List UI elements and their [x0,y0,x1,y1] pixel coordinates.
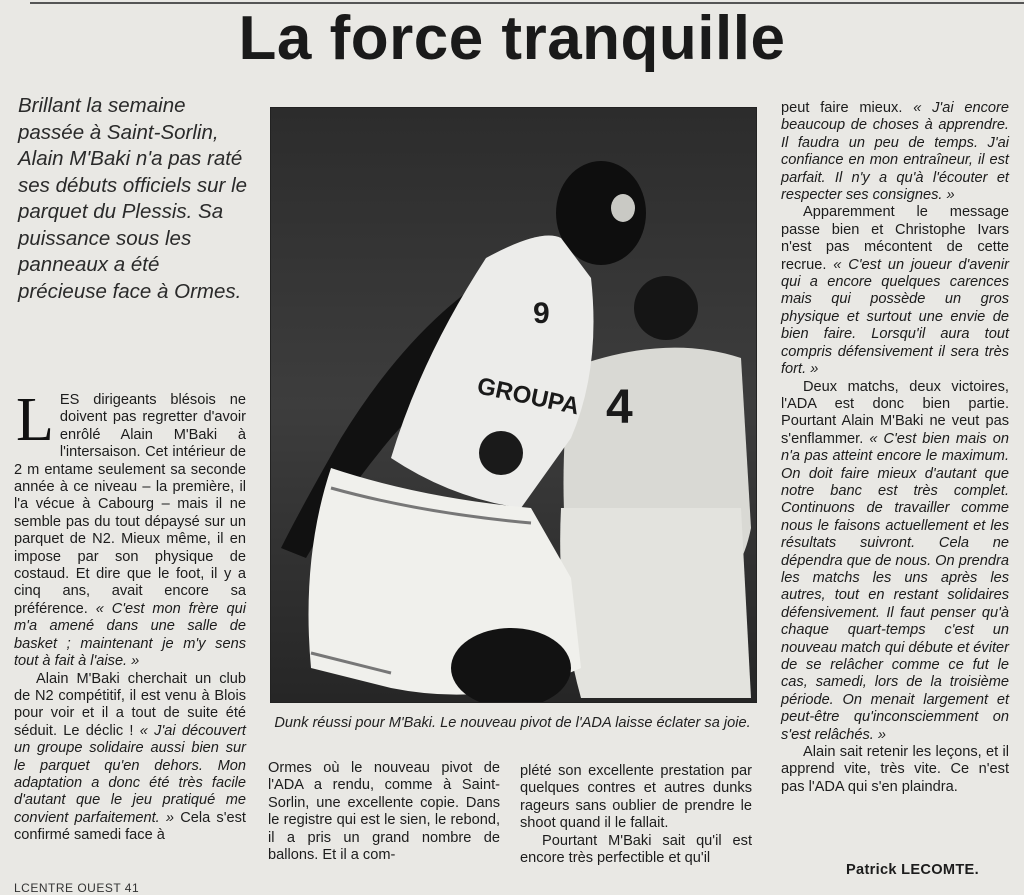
article-paragraph: Alain sait retenir les leçons, et il apprend vite, très vite. Ce n'est pas l'ADA qui s'en plaindra. [781,744,1009,795]
article-paragraph: Pourtant M'Baki sait qu'il est encore très perfectible et qu'il [520,832,752,867]
article-paragraph [781,100,1009,204]
quote-text: « C'est bien mais on n'a pas atteint encore le maximum. On doit faire mieux d'autant que notre banc est très complet. Continuons de travailler comme nous le faisons actuellement et les résultats suivront. Cela ne dépendra que de nous. On prendra les matchs les uns après les autres, tout en restant solidaires défensivement. Il faut penser qu'à chaque quart-temps c'est un nouveau match qui débute et éviter de se relâcher comme ce fut le cas, samedi, lors de la troisième période. On menait largement et peut-être qu'inconsciemment on s'est relâchés. » [781,430,1010,743]
author-byline: Patrick LECOMTE. [846,862,979,878]
page-footer: LCENTRE OUEST 41 [14,881,140,895]
paragraph-text: Apparemment le message passe bien et Christophe Ivars n'est pas mécontent de cette recrue. [781,204,1009,273]
quote-text: « C'est un joueur d'avenir qui a encore quelques carences mais qui possède un gros physique et surtout une envie de bien faire. Lorsqu'il aura tout compris défensivement il sera très fort. » [781,256,1009,378]
quote-text: « J'ai encore beaucoup de choses à apprendre. Il faudra un peu de temps. J'ai confiance en mon entraîneur, il est parfait. Il n'y a qu'à l'écouter et respecter ses consignes. » [781,100,1009,204]
player-mouth [611,194,635,222]
article-paragraph: plété son excellente prestation par quelques contres et autres dunks rageurs sans oublier de prendre le shoot quand il le fallait. [520,763,752,832]
jersey-logo [479,431,523,475]
paragraph-text: Cela s'est confirmé samedi face à [14,809,246,844]
article-paragraph: Ormes où le nouveau pivot de l'ADA a rendu, comme à Saint-Sorlin, une excellente copie. Dans le registre qui est le sien, le rebond, il a pris un grand nombre de ballons. Et il a com- [268,760,500,864]
back-jersey-number: 4 [606,381,633,434]
article-paragraph [14,386,246,671]
article-paragraph [781,379,1009,745]
paragraph-text: ES dirigeants blésois ne doivent pas regretter d'avoir enrôlé Alain M'Baki à l'intersaison. Cet intérieur de 2 m entame seulement sa seconde année à ce niveau – la première, il l'a vécue à Cabourg – mais il ne semble pas du tout dépaysé sur un parquet de N2. Mieux même, il en impose par son physique de costaud. Et dire que le foot, il y a cinq ans, avait encore sa préférence. [14,392,246,617]
back-player-head [634,276,698,340]
quote-text: « J'ai découvert un groupe solidaire aussi bien sur le parquet qu'en dehors. Mon adaptation a donc été très facile d'autant que le jeu pratiqué me convient parfaitement. » [14,722,246,826]
quote-text: « C'est mon frère qui m'a amené dans une salle de basket ; maintenant je m'y sens tout à fait à l'aise. » [14,600,246,670]
basketball-photo [270,107,757,703]
photo-illustration [271,108,756,702]
paragraph-text: peut faire mieux. [781,100,914,116]
back-player-shorts [560,508,751,698]
headline: La force tranquille [238,4,786,73]
photo-caption: Dunk réussi pour M'Baki. Le nouveau pivot de l'ADA laisse éclater sa joie. [274,715,751,731]
article-column-2 [268,760,500,864]
jersey-sponsor-text: GROUPA [474,372,582,421]
paragraph-text: Deux matchs, deux victoires, l'ADA est donc bien partie. Pourtant Alain M'Baki ne veut pas s'enflammer. [781,378,1009,447]
article-column-3 [520,763,752,867]
front-jersey-number: 9 [533,297,550,330]
lede-paragraph: Brillant la semaine passée à Saint-Sorlin, Alain M'Baki n'a pas raté ses débuts officiels sur le parquet du Plessis. Sa puissance sous les panneaux a été précieuse face à Ormes. [18,94,248,303]
article-paragraph [14,671,246,845]
article-column-4 [781,100,1009,796]
drop-cap: L [16,386,54,454]
paragraph-text: Alain M'Baki cherchait un club de N2 compétitif, il est venu à Blois pour voir et il a tout de suite été séduit. Le déclic ! [14,670,246,739]
article-column-1 [14,386,246,845]
article-paragraph [781,204,1009,378]
